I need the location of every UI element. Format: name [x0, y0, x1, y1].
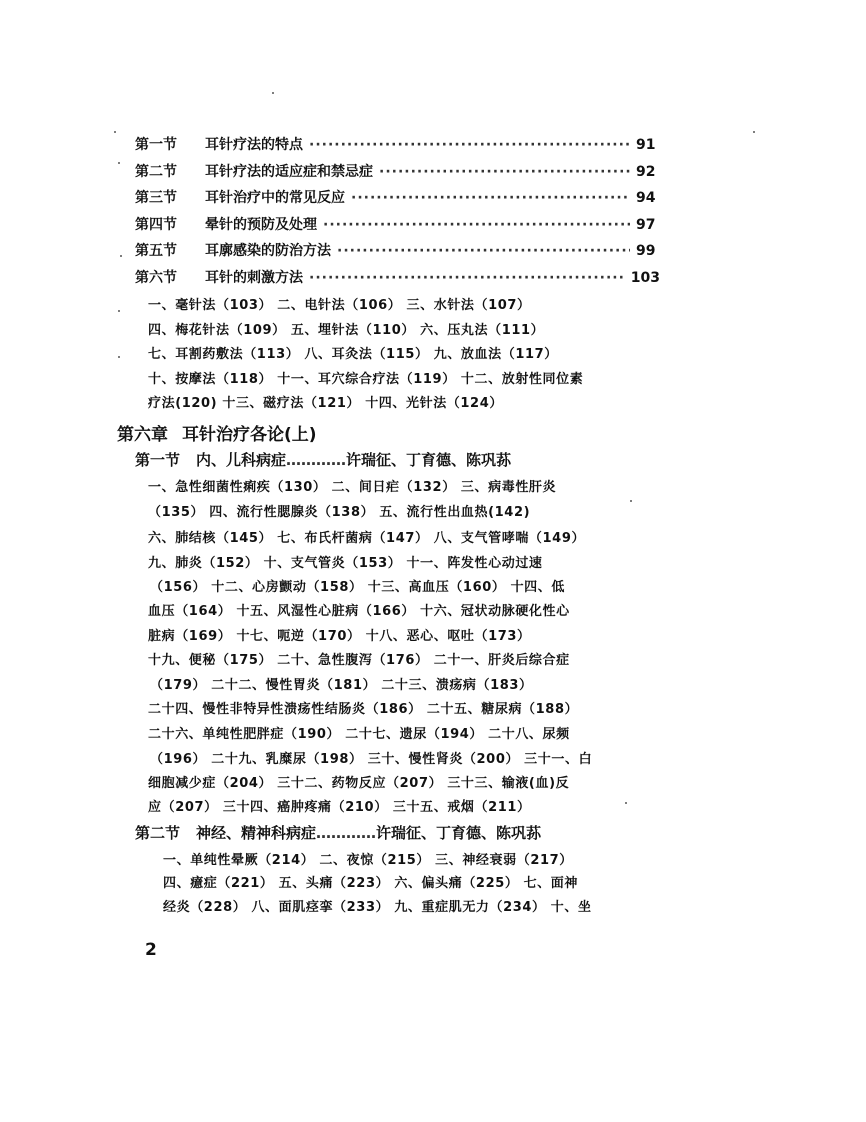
subitem-line: 二十六、单纯性肥胖症（190） 二十七、遗尿（194） 二十八、尿频 — [148, 727, 570, 742]
toc-entry — [135, 187, 660, 207]
scan-speck — [753, 131, 755, 133]
scan-speck — [272, 92, 274, 94]
subitem-line: 十九、便秘（175） 二十、急性腹泻（176） 二十一、肝炎后综合症 — [148, 653, 570, 668]
scan-speck — [118, 356, 120, 358]
scan-speck — [118, 162, 120, 164]
section-number: 第四节 — [135, 217, 177, 233]
subitem-line: 六、肺结核（145） 七、布氏杆菌病（147） 八、支气管哮喘（149） — [148, 531, 586, 546]
subitem-line: 血压（164） 十五、风湿性心脏病（166） 十六、冠状动脉硬化性心 — [148, 604, 570, 619]
scan-speck — [118, 310, 120, 312]
scan-speck — [114, 131, 116, 133]
dot-leader — [309, 270, 625, 286]
page-ref: 99 — [636, 243, 656, 259]
section-title: 神经、精神科病症 — [196, 824, 317, 842]
toc-entry — [135, 214, 660, 234]
subitem-line: 二十四、慢性非特异性溃疡性结肠炎（186） 二十五、糖尿病（188） — [148, 702, 579, 717]
subitem-line: 九、肺炎（152） 十、支气管炎（153） 十一、阵发性心动过速 — [148, 556, 543, 571]
section-title: 耳廓感染的防治方法 — [205, 243, 331, 259]
scan-speck — [630, 500, 632, 502]
section-number: 第二节 — [135, 164, 177, 180]
subitem-line: 七、耳割药敷法（113） 八、耳灸法（115） 九、放血法（117） — [148, 347, 558, 362]
toc-entry — [135, 161, 660, 181]
dot-leader — [351, 190, 630, 206]
toc-entry — [135, 240, 660, 260]
section-title: 耳针的刺激方法 — [205, 270, 303, 286]
section-title: 耳针治疗中的常见反应 — [205, 190, 345, 206]
dot-leader — [309, 137, 630, 153]
toc-entry — [135, 822, 541, 843]
subitem-line: 疗法(120) 十三、磁疗法（121） 十四、光针法（124） — [148, 396, 503, 411]
chapter-heading — [117, 420, 317, 445]
section-number: 第六节 — [135, 270, 177, 286]
subitem-line: 一、毫针法（103） 二、电针法（106） 三、水针法（107） — [148, 298, 531, 313]
scan-speck — [120, 255, 122, 257]
page-ref: 97 — [636, 217, 656, 233]
section-number: 第五节 — [135, 243, 177, 259]
section-number: 第一节 — [135, 451, 181, 469]
subitem-line: 一、急性细菌性痢疾（130） 二、间日疟（132） 三、病毒性肝炎 — [148, 480, 557, 495]
subitem-line: （156） 十二、心房颤动（158） 十三、高血压（160） 十四、低 — [150, 580, 565, 595]
dot-leader: ………… — [316, 824, 377, 842]
dot-leader — [323, 217, 630, 233]
section-title: 耳针疗法的特点 — [205, 137, 303, 153]
section-number: 第一节 — [135, 137, 177, 153]
page-ref: 92 — [636, 164, 656, 180]
subitem-line: （179） 二十二、慢性胃炎（181） 二十三、溃疡病（183） — [150, 678, 533, 693]
page-ref: 94 — [636, 190, 656, 206]
subitem-line: 细胞减少症（204） 三十二、药物反应（207） 三十三、输液(血)反 — [148, 776, 570, 791]
section-authors: 许瑞征、丁育德、陈巩荪 — [376, 824, 542, 842]
section-authors: 许瑞征、丁育德、陈巩荪 — [346, 451, 512, 469]
subitem-line: 经炎（228） 八、面肌痉挛（233） 九、重症肌无力（234） 十、坐 — [163, 900, 592, 915]
dot-leader — [379, 164, 630, 180]
chapter-number: 第六章 — [117, 425, 168, 445]
toc-entry — [135, 449, 511, 470]
subitem-line: 四、梅花针法（109） 五、埋针法（110） 六、压丸法（111） — [148, 323, 545, 338]
section-number: 第二节 — [135, 824, 181, 842]
page-ref: 103 — [630, 270, 660, 286]
subitem-line: （196） 二十九、乳糜尿（198） 三十、慢性肾炎（200） 三十一、白 — [150, 752, 593, 767]
toc-entry — [135, 267, 660, 287]
subitem-line: 应（207） 三十四、癌肿疼痛（210） 三十五、戒烟（211） — [148, 800, 531, 815]
dot-leader: ………… — [286, 451, 347, 469]
scan-speck — [625, 802, 627, 804]
section-title: 内、儿科病症 — [196, 451, 287, 469]
subitem-line: 四、癔症（221） 五、头痛（223） 六、偏头痛（225） 七、面神 — [163, 876, 578, 891]
section-title: 耳针疗法的适应症和禁忌症 — [205, 164, 373, 180]
page-ref: 91 — [636, 137, 656, 153]
subitem-line: 一、单纯性晕厥（214） 二、夜惊（215） 三、神经衰弱（217） — [163, 853, 573, 868]
subitem-line: 十、按摩法（118） 十一、耳穴综合疗法（119） 十二、放射性同位素 — [148, 372, 584, 387]
toc-entry — [135, 134, 660, 154]
page-number: 2 — [145, 940, 157, 960]
section-title: 晕针的预防及处理 — [205, 217, 317, 233]
chapter-title: 耳针治疗各论(上) — [182, 425, 317, 445]
subitem-line: 脏病（169） 十七、呃逆（170） 十八、恶心、呕吐（173） — [148, 629, 531, 644]
section-number: 第三节 — [135, 190, 177, 206]
dot-leader — [337, 243, 630, 259]
subitem-line: （135） 四、流行性腮腺炎（138） 五、流行性出血热(142) — [148, 505, 531, 520]
